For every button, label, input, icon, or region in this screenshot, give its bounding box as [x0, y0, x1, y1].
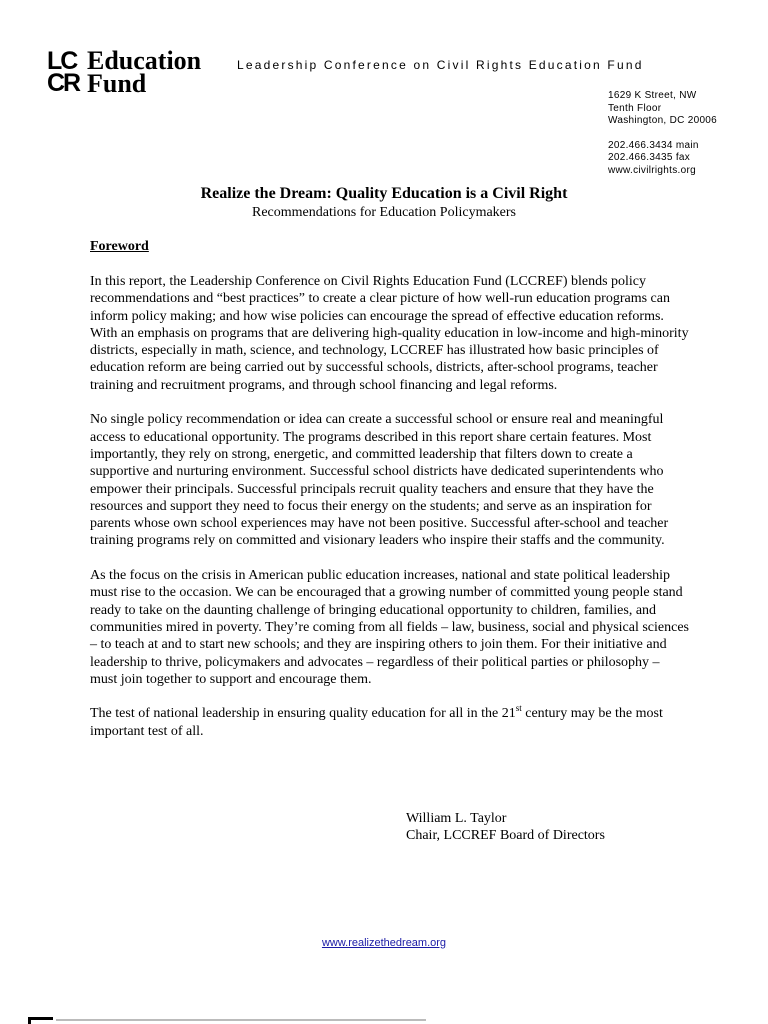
address-street: 1629 K Street, NW — [608, 90, 697, 101]
logo-word-education: Education — [87, 46, 202, 75]
superscript-st: st — [515, 703, 522, 714]
paragraph — [90, 705, 690, 740]
paragraph-text: century may be the most important test of all. — [90, 706, 663, 739]
next-page-header-fragment — [56, 1019, 426, 1021]
footer-url-link[interactable]: www.realizethedream.org — [321, 937, 447, 949]
phone-main: 202.466.3434 main — [608, 139, 699, 151]
logo-cr-mark: CR — [47, 69, 80, 97]
document-subtitle: Recommendations for Education Policymakers — [252, 205, 516, 220]
paragraph: No single policy recommendation or idea can create a successful school or ensure real and meaningful access to educational opportunity. The programs described in this report share certain features. Most importantly, they rely on strong, energetic, and committed leadership that filters down to create a supportive and nurturing environment. Successful school districts have dedicated superintendents who empower their principals. Successful principals recruit quality teachers and ensure that they have the resources and support they need to focus their energy on the students; and serve as an inspiration for parents whose own school experiences may have not been positive. Successful after-school and teacher training programs rely on committed and visionary leaders who inspire their staffs and the community. — [90, 412, 669, 549]
logo-lc-mark: LC — [47, 47, 77, 75]
next-page-logo-fragment — [28, 1017, 53, 1024]
org-website: www.civilrights.org — [608, 164, 696, 176]
section-heading-foreword: Foreword — [90, 239, 149, 254]
address-block — [608, 90, 717, 177]
paragraph: As the focus on the crisis in American public education increases, national and state political leadership must rise to the occasion. We can be encouraged that a growing number of committed young people stand ready to take on the daunting challenge of bringing educational opportunity to children, families, and communities mired in poverty. They’re coming from all fields – law, business, social and physical sciences – to teach at and to start new schools; and they are inspiring others to join them. For their initiative and leadership to thrive, policymakers and advocates – regardless of their political parties or philosophy – must join together to support and encourage them. — [90, 568, 689, 687]
phone-fax: 202.466.3435 fax — [608, 152, 691, 163]
next-page-edge — [28, 1017, 428, 1024]
paragraph: In this report, the Leadership Conference on Civil Rights Education Fund (LCCREF) blends policy recommendations and “best practices” to create a clear picture of how well-run education programs can inform policy making; and how wise policies can encourage the spread of effective education reforms. With an emphasis on programs that are delivering high-quality education in low-income and high-minority districts, especially in math, science, and technology, LCCREF has illustrated how basic principles of education reform are being carried out by successful schools, districts, after-school programs, teacher training and recruitment programs, and through school financing and legal reforms. — [90, 274, 689, 393]
document-title: Realize the Dream: Quality Education is a Civil Right — [200, 185, 568, 202]
signature-role: Chair, LCCREF Board of Directors — [406, 828, 605, 844]
lccref-logo — [47, 46, 217, 98]
logo-word-fund: Fund — [87, 69, 147, 98]
org-name: Leadership Conference on Civil Rights Education Fund — [237, 58, 644, 72]
address-floor: Tenth Floor — [608, 102, 662, 114]
foreword-body — [90, 273, 690, 757]
paragraph-text: The test of national leadership in ensuring quality education for all in the 21 — [90, 706, 516, 722]
signature-name: William L. Taylor — [406, 811, 507, 826]
signature-block — [406, 810, 605, 845]
address-city: Washington, DC 20006 — [608, 115, 718, 126]
